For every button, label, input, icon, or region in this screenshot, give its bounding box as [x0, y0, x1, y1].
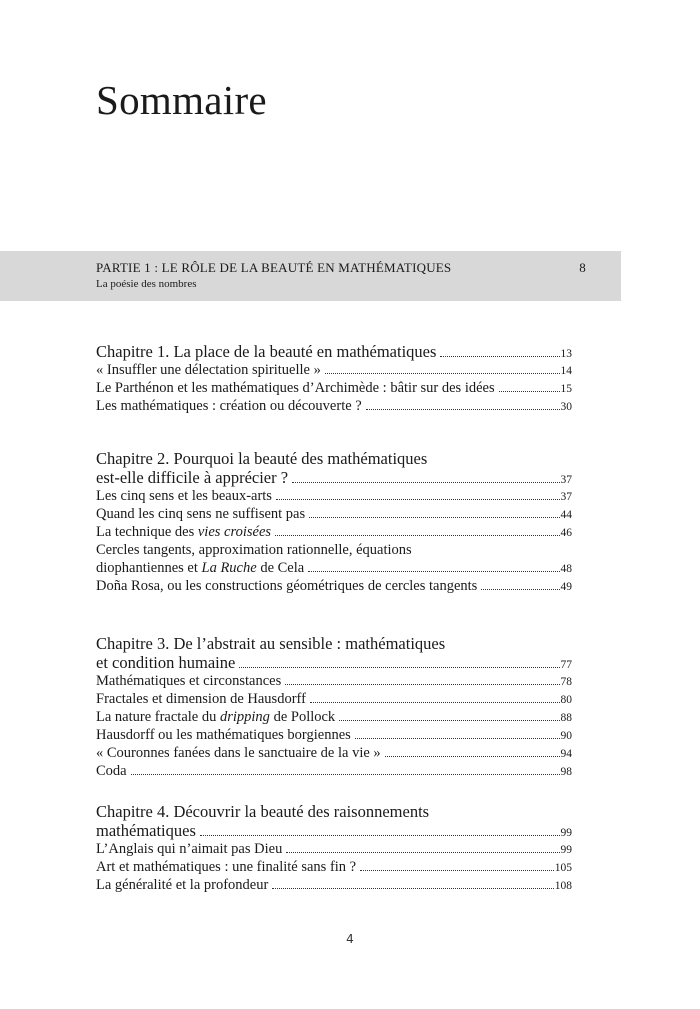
toc-entry[interactable]	[96, 708, 572, 726]
entry-text-part: La technique des	[96, 524, 198, 540]
leader-dots	[239, 666, 559, 668]
entry-text-part: de Cela	[256, 560, 305, 576]
entry-text: Doña Rosa, ou les constructions géométriques de cercles tangents	[96, 578, 478, 594]
part-subtitle: La poésie des nombres	[96, 278, 197, 290]
page-folio: 4	[346, 932, 354, 946]
leader-dots	[275, 534, 559, 536]
leader-dots	[200, 834, 560, 836]
chapter-1	[96, 342, 572, 415]
leader-dots	[481, 588, 559, 590]
entry-text: Coda	[96, 763, 127, 779]
leader-dots	[499, 390, 560, 392]
leader-dots	[286, 851, 559, 853]
toc-entry[interactable]	[96, 744, 572, 762]
entry-text: Le Parthénon et les mathématiques d’Archimède : bâtir sur des idées	[96, 380, 495, 396]
toc-entry[interactable]	[96, 876, 572, 894]
entry-text: « Insuffler une délectation spirituelle »	[96, 362, 321, 378]
page-number: 30	[560, 401, 572, 413]
entry-text	[96, 708, 335, 726]
page-number: 99	[560, 827, 572, 839]
page-number: 94	[560, 748, 572, 760]
toc-entry[interactable]	[96, 397, 572, 415]
entry-text-part: diophantiennes et	[96, 560, 202, 576]
toc-entry[interactable]	[96, 487, 572, 505]
page-number: 98	[560, 766, 572, 778]
entry-text: Fractales et dimension de Hausdorff	[96, 691, 306, 707]
page-number: 88	[560, 712, 572, 724]
entry-text-part: de Pollock	[269, 709, 336, 725]
page-number: 15	[560, 383, 572, 395]
entry-text: L’Anglais qui n’aimait pas Dieu	[96, 841, 283, 857]
page-number: 99	[560, 844, 572, 856]
page-number: 80	[560, 694, 572, 706]
page-number: 13	[560, 348, 572, 360]
page-number: 37	[560, 491, 572, 503]
entry-text	[96, 523, 271, 541]
leader-dots	[360, 869, 554, 871]
chapter-title-text: Chapitre 3. De l’abstrait au sensible : mathématiques	[96, 634, 446, 653]
page-number: 14	[560, 365, 572, 377]
page-number: 108	[554, 880, 572, 892]
chapter-title-text: Chapitre 2. Pourquoi la beauté des mathématiques	[96, 449, 428, 468]
part-page-number: 8	[579, 260, 586, 275]
toc-entry[interactable]	[96, 726, 572, 744]
entry-text-italic: La Ruche	[201, 560, 257, 576]
leader-dots	[309, 516, 559, 518]
leader-dots	[440, 355, 559, 357]
entry-text-part: La nature fractale du	[96, 709, 220, 725]
leader-dots	[131, 773, 560, 775]
entry-text: Quand les cinq sens ne suffisent pas	[96, 506, 306, 522]
entry-text-italic: vies croisées	[197, 524, 272, 540]
leader-dots	[310, 701, 560, 703]
leader-dots	[355, 737, 560, 739]
page-number: 78	[560, 676, 572, 688]
chapter-4	[96, 802, 572, 894]
entry-text: Les cinq sens et les beaux-arts	[96, 488, 272, 504]
leader-dots	[292, 481, 559, 483]
leader-dots	[325, 372, 560, 374]
chapter-title-text: mathématiques	[96, 821, 196, 840]
chapter-title-line2[interactable]	[96, 468, 572, 487]
page-number: 105	[554, 862, 572, 874]
page-title: Sommaire	[96, 77, 267, 123]
chapter-title-line1[interactable]	[96, 802, 572, 821]
leader-dots	[276, 498, 560, 500]
entry-text: Mathématiques et circonstances	[96, 673, 282, 689]
toc-entry[interactable]	[96, 361, 572, 379]
toc-entry[interactable]	[96, 379, 572, 397]
chapter-title-text: est-elle difficile à apprécier ?	[96, 468, 289, 487]
chapter-3	[96, 634, 572, 780]
page-number: 37	[560, 474, 572, 486]
leader-dots	[308, 570, 559, 572]
leader-dots	[366, 408, 560, 410]
toc-entry[interactable]	[96, 840, 572, 858]
toc-entry[interactable]	[96, 523, 572, 541]
chapter-title-text: Chapitre 4. Découvrir la beauté des raisonnements	[96, 802, 430, 821]
entry-text-italic: dripping	[219, 709, 270, 725]
toc-entry-line1[interactable]	[96, 541, 572, 559]
part-header	[0, 251, 621, 301]
entry-text: Art et mathématiques : une finalité sans fin ?	[96, 859, 357, 875]
page-number: 46	[560, 527, 572, 539]
toc-entry[interactable]	[96, 690, 572, 708]
chapter-title-line1[interactable]	[96, 449, 572, 468]
entry-text: La généralité et la profondeur	[96, 877, 269, 893]
leader-dots	[385, 755, 560, 757]
toc-entry[interactable]	[96, 858, 572, 876]
part-title-line	[96, 260, 586, 276]
chapter-title-text: Chapitre 1. La place de la beauté en mathématiques	[96, 342, 437, 361]
leader-dots	[272, 887, 553, 889]
chapter-2	[96, 449, 572, 595]
page-number: 49	[560, 581, 572, 593]
entry-text: Les mathématiques : création ou découverte ?	[96, 398, 362, 414]
page-number: 48	[560, 563, 572, 575]
toc-entry[interactable]	[96, 577, 572, 595]
chapter-title-line1[interactable]	[96, 634, 572, 653]
entry-text: « Couronnes fanées dans le sanctuaire de la vie »	[96, 745, 381, 761]
toc-entry[interactable]	[96, 559, 572, 577]
entry-text: Cercles tangents, approximation rationnelle, équations	[96, 542, 412, 558]
entry-text	[96, 559, 304, 577]
toc-entry[interactable]	[96, 762, 572, 780]
chapter-title-line2[interactable]	[96, 821, 572, 840]
chapter-title-text: et condition humaine	[96, 653, 236, 672]
entry-text: Hausdorff ou les mathématiques borgiennes	[96, 727, 351, 743]
page-number: 44	[560, 509, 572, 521]
chapter-title-line2[interactable]	[96, 653, 572, 672]
leader-dots	[339, 719, 559, 721]
page-number: 90	[560, 730, 572, 742]
toc-entry[interactable]	[96, 672, 572, 690]
page-number: 77	[560, 659, 572, 671]
toc-entry[interactable]	[96, 505, 572, 523]
chapter-title[interactable]	[96, 342, 572, 361]
leader-dots	[285, 683, 559, 685]
part-label: PARTIE 1 : LE RÔLE DE LA BEAUTÉ EN MATHÉMATIQUES	[96, 260, 452, 275]
